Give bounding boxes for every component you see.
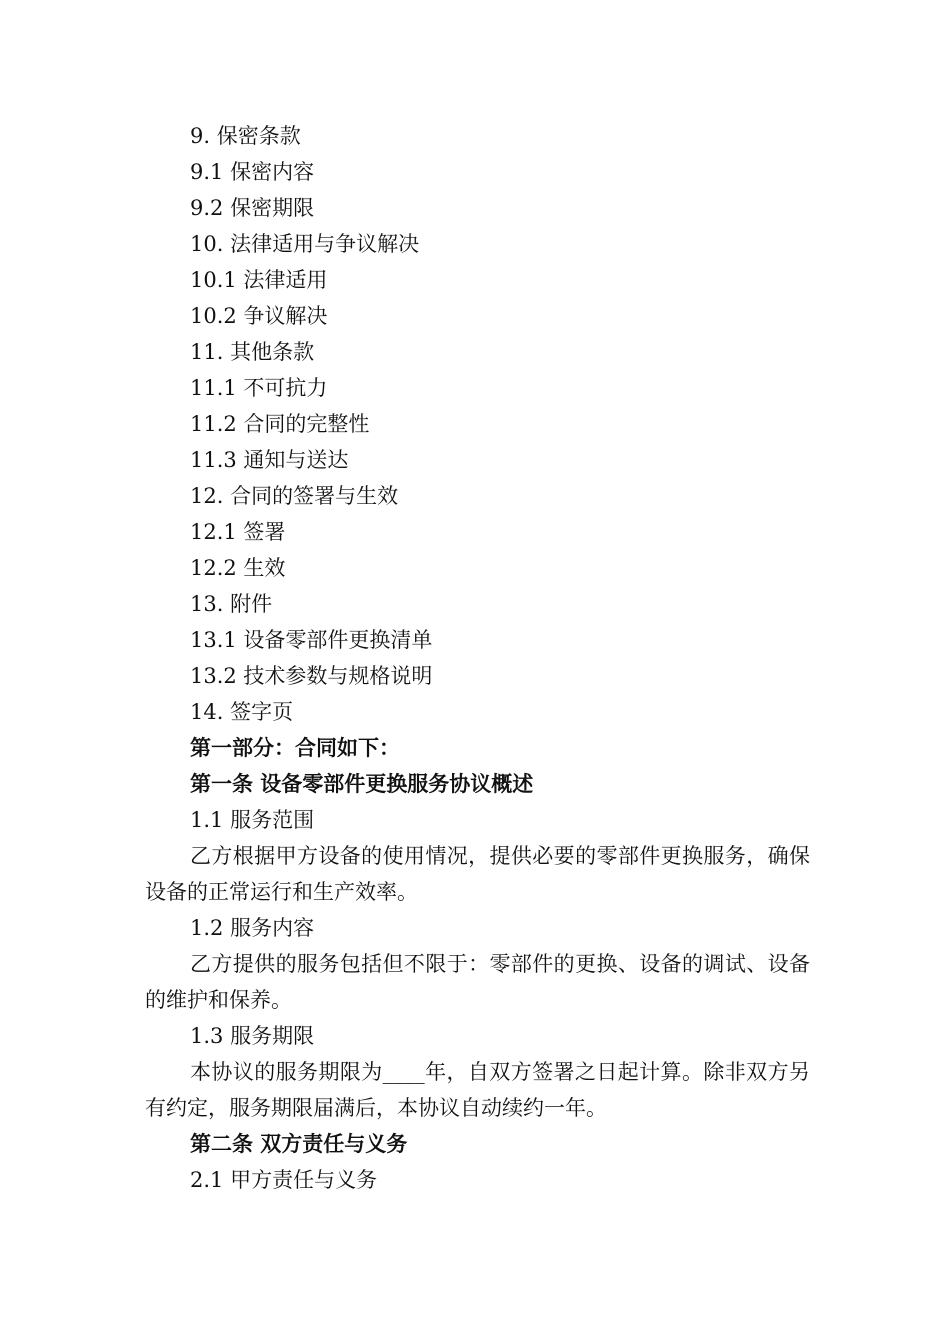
toc-item: 12.2 生效 [190, 556, 286, 580]
toc-item: 12.1 签署 [190, 520, 286, 544]
toc-item: 13. 附件 [190, 592, 273, 616]
toc-item: 14. 签字页 [190, 700, 294, 724]
toc-item: 11.1 不可抗力 [190, 376, 328, 400]
toc-item: 13.2 技术参数与规格说明 [190, 664, 433, 688]
toc-item: 11. 其他条款 [190, 340, 315, 364]
section-2-1-title: 2.1 甲方责任与义务 [190, 1168, 378, 1192]
toc-item: 11.3 通知与送达 [190, 448, 349, 472]
toc-item: 9.1 保密内容 [190, 160, 315, 184]
section-1-3-title: 1.3 服务期限 [190, 1024, 315, 1048]
document-body [145, 118, 810, 1198]
toc-item: 13.1 设备零部件更换清单 [190, 628, 433, 652]
toc-item: 12. 合同的签署与生效 [190, 484, 399, 508]
toc-item: 10. 法律适用与争议解决 [190, 232, 420, 256]
part-heading: 第一部分：合同如下： [190, 736, 400, 760]
toc-item: 9.2 保密期限 [190, 196, 315, 220]
section-1-1-title: 1.1 服务范围 [190, 808, 315, 832]
section-1-1-text: 乙方根据甲方设备的使用情况，提供必要的零部件更换服务，确保设备的正常运行和生产效率。 [145, 844, 810, 904]
toc-item: 9. 保密条款 [190, 124, 301, 148]
article-2-title: 第二条 双方责任与义务 [190, 1132, 408, 1156]
toc-item: 11.2 合同的完整性 [190, 412, 370, 436]
toc-item: 10.1 法律适用 [190, 268, 328, 292]
section-1-2-title: 1.2 服务内容 [190, 916, 315, 940]
section-1-3-text: 本协议的服务期限为____年，自双方签署之日起计算。除非双方另有约定，服务期限届满后，本协议自动续约一年。 [145, 1060, 810, 1120]
section-1-2-text: 乙方提供的服务包括但不限于：零部件的更换、设备的调试、设备的维护和保养。 [145, 952, 810, 1012]
article-1-title: 第一条 设备零部件更换服务协议概述 [190, 772, 534, 796]
toc-item: 10.2 争议解决 [190, 304, 328, 328]
